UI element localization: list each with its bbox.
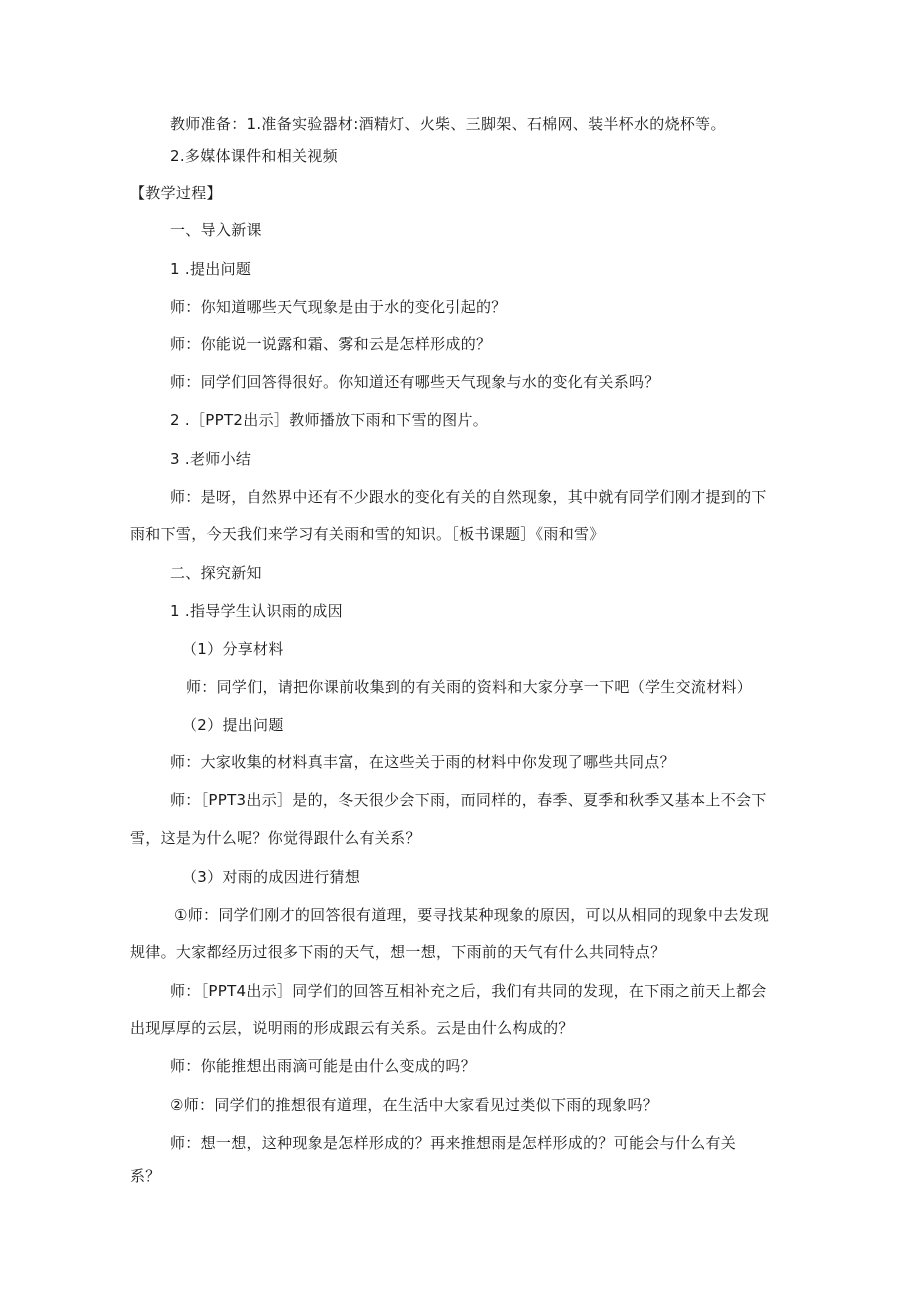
teacher-preparation-line: 教师准备：1.准备实验器材:酒精灯、火柴、三脚架、石棉网、装半杯水的烧杯等。 bbox=[170, 115, 726, 133]
numbered-item: 1 .提出问题 bbox=[170, 260, 252, 278]
sub-item: （3）对雨的成因进行猜想 bbox=[182, 868, 361, 886]
numbered-item: 2 .［PPT2出示］教师播放下雨和下雪的图片。 bbox=[170, 411, 489, 429]
section-heading-explore: 二、探究新知 bbox=[170, 564, 262, 582]
dialogue-continuation: 出现厚厚的云层，说明雨的形成跟云有关系。云是由什么构成的？ bbox=[130, 1019, 574, 1037]
dialogue-line: 师：［PPT4出示］同学们的回答互相补充之后，我们有共同的发现，在下雨之前天上都会 bbox=[170, 982, 767, 1000]
dialogue-line: ①师：同学们刚才的回答很有道理，要寻找某种现象的原因，可以从相同的现象中去发现 bbox=[174, 906, 770, 924]
dialogue-continuation: 系？ bbox=[130, 1167, 161, 1185]
numbered-item: 1 .指导学生认识雨的成因 bbox=[170, 602, 343, 620]
dialogue-line: 师：你能说一说露和霜、雾和云是怎样形成的？ bbox=[170, 335, 492, 353]
section-heading-teaching-process: 【教学过程】 bbox=[130, 184, 222, 202]
dialogue-line: 师：你能推想出雨滴可能是由什么变成的吗？ bbox=[170, 1057, 477, 1075]
dialogue-line: 师：你知道哪些天气现象是由于水的变化引起的？ bbox=[170, 298, 507, 316]
dialogue-line: 师：想一想，这种现象是怎样形成的？再来推想雨是怎样形成的？可能会与什么有关 bbox=[170, 1134, 737, 1152]
dialogue-line: 师：［PPT3出示］是的，冬天很少会下雨，而同样的，春季、夏季和秋季又基本上不会下 bbox=[170, 791, 767, 809]
dialogue-line: ②师：同学们的推想很有道理，在生活中大家看见过类似下雨的现象吗？ bbox=[170, 1096, 659, 1114]
numbered-item: 3 .老师小结 bbox=[170, 450, 252, 468]
section-heading-introduction: 一、导入新课 bbox=[170, 221, 262, 239]
dialogue-line: 师：大家收集的材料真丰富，在这些关于雨的材料中你发现了哪些共同点？ bbox=[170, 753, 675, 771]
dialogue-line: 师：同学们，请把你课前收集到的有关雨的资料和大家分享一下吧（学生交流材料） bbox=[186, 678, 753, 696]
dialogue-line: 师：是呀，自然界中还有不少跟水的变化有关的自然现象，其中就有同学们刚才提到的下 bbox=[170, 488, 767, 506]
preparation-item-2: 2.多媒体课件和相关视频 bbox=[170, 147, 338, 165]
dialogue-line: 师：同学们回答得很好。你知道还有哪些天气现象与水的变化有关系吗？ bbox=[170, 373, 660, 391]
sub-item: （2）提出问题 bbox=[182, 716, 284, 734]
sub-item: （1）分享材料 bbox=[182, 640, 284, 658]
dialogue-continuation: 雪，这是为什么呢？你觉得跟什么有关系？ bbox=[130, 829, 421, 847]
dialogue-continuation: 雨和下雪，今天我们来学习有关雨和雪的知识。［板书课题］《雨和雪》 bbox=[130, 525, 605, 543]
dialogue-continuation: 规律。大家都经历过很多下雨的天气，想一想，下雨前的天气有什么共同特点？ bbox=[130, 943, 666, 961]
